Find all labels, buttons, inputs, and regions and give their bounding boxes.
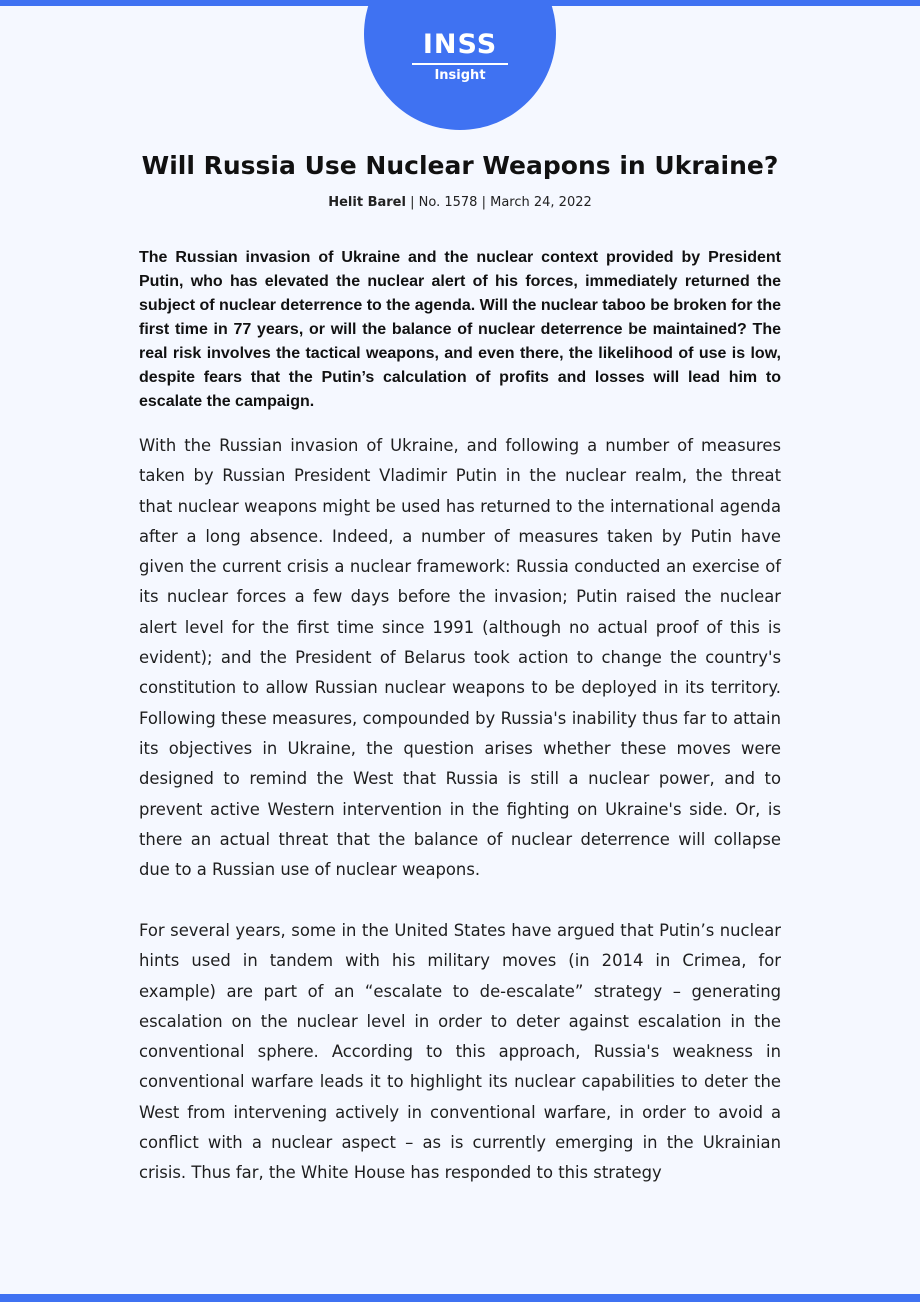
- publication-date: March 24, 2022: [490, 195, 592, 210]
- logo-divider: [412, 63, 508, 65]
- inss-logo: [364, 0, 556, 130]
- byline: [60, 192, 860, 214]
- logo-content: [364, 30, 556, 84]
- byline-separator: |: [481, 195, 486, 210]
- byline-separator: |: [410, 195, 415, 210]
- bottom-accent-bar: [0, 1294, 920, 1302]
- author-name: Helit Barel: [328, 195, 406, 210]
- logo-subtitle: Insight: [434, 68, 486, 83]
- body-paragraph: For several years, some in the United States have argued that Putin’s nuclear hints used in tandem with his military moves (in 2014 in Crimea, for example) are part of an “escalate to de-escalate” strategy – generating escalation on the nuclear level in order to deter against escalation in the conventional sphere. According to this approach, Russia's weakness in conventional warfare leads it to highlight its nuclear capabilities to deter the West from intervening actively in conventional warfare, in order to avoid a conflict with a nuclear aspect – as is currently emerging in the Ukrainian crisis. Thus far, the White House has responded to this strategy: [139, 921, 781, 1183]
- body-paragraph: With the Russian invasion of Ukraine, and following a number of measures taken by Russian President Vladimir Putin in the nuclear realm, the threat that nuclear weapons might be used has returned to the international agenda after a long absence. Indeed, a number of measures taken by Putin have given the current crisis a nuclear framework: Russia conducted an exercise of its nuclear forces a few days before the invasion; Putin raised the nuclear alert level for the first time since 1991 (although no actual proof of this is evident); and the President of Belarus took action to change the country's constitution to allow Russian nuclear weapons to be deployed in its territory. Following these measures, compounded by Russia's inability thus far to attain its objectives in Ukraine, the question arises whether these moves were designed to remind the West that Russia is still a nuclear power, and to prevent active Western intervention in the fighting on Ukraine's side. Or, is there an actual threat that the balance of nuclear deterrence will collapse due to a Russian use of nuclear weapons.: [139, 436, 781, 880]
- page-title: Will Russia Use Nuclear Weapons in Ukraine?: [141, 151, 779, 180]
- issue-number: No. 1578: [418, 195, 478, 210]
- logo-text: INSS: [422, 29, 498, 60]
- abstract: The Russian invasion of Ukraine and the nuclear context provided by President Putin, who has elevated the nuclear alert of his forces, immediately returned the subject of nuclear deterrence to the agenda. Will the nuclear taboo be broken for the first time in 77 years, or will the balance of nuclear deterrence be maintained? The real risk involves the tactical weapons, and even there, the likelihood of use is low, despite fears that the Putin’s calculation of profits and losses will lead him to escalate the campaign.: [139, 249, 781, 410]
